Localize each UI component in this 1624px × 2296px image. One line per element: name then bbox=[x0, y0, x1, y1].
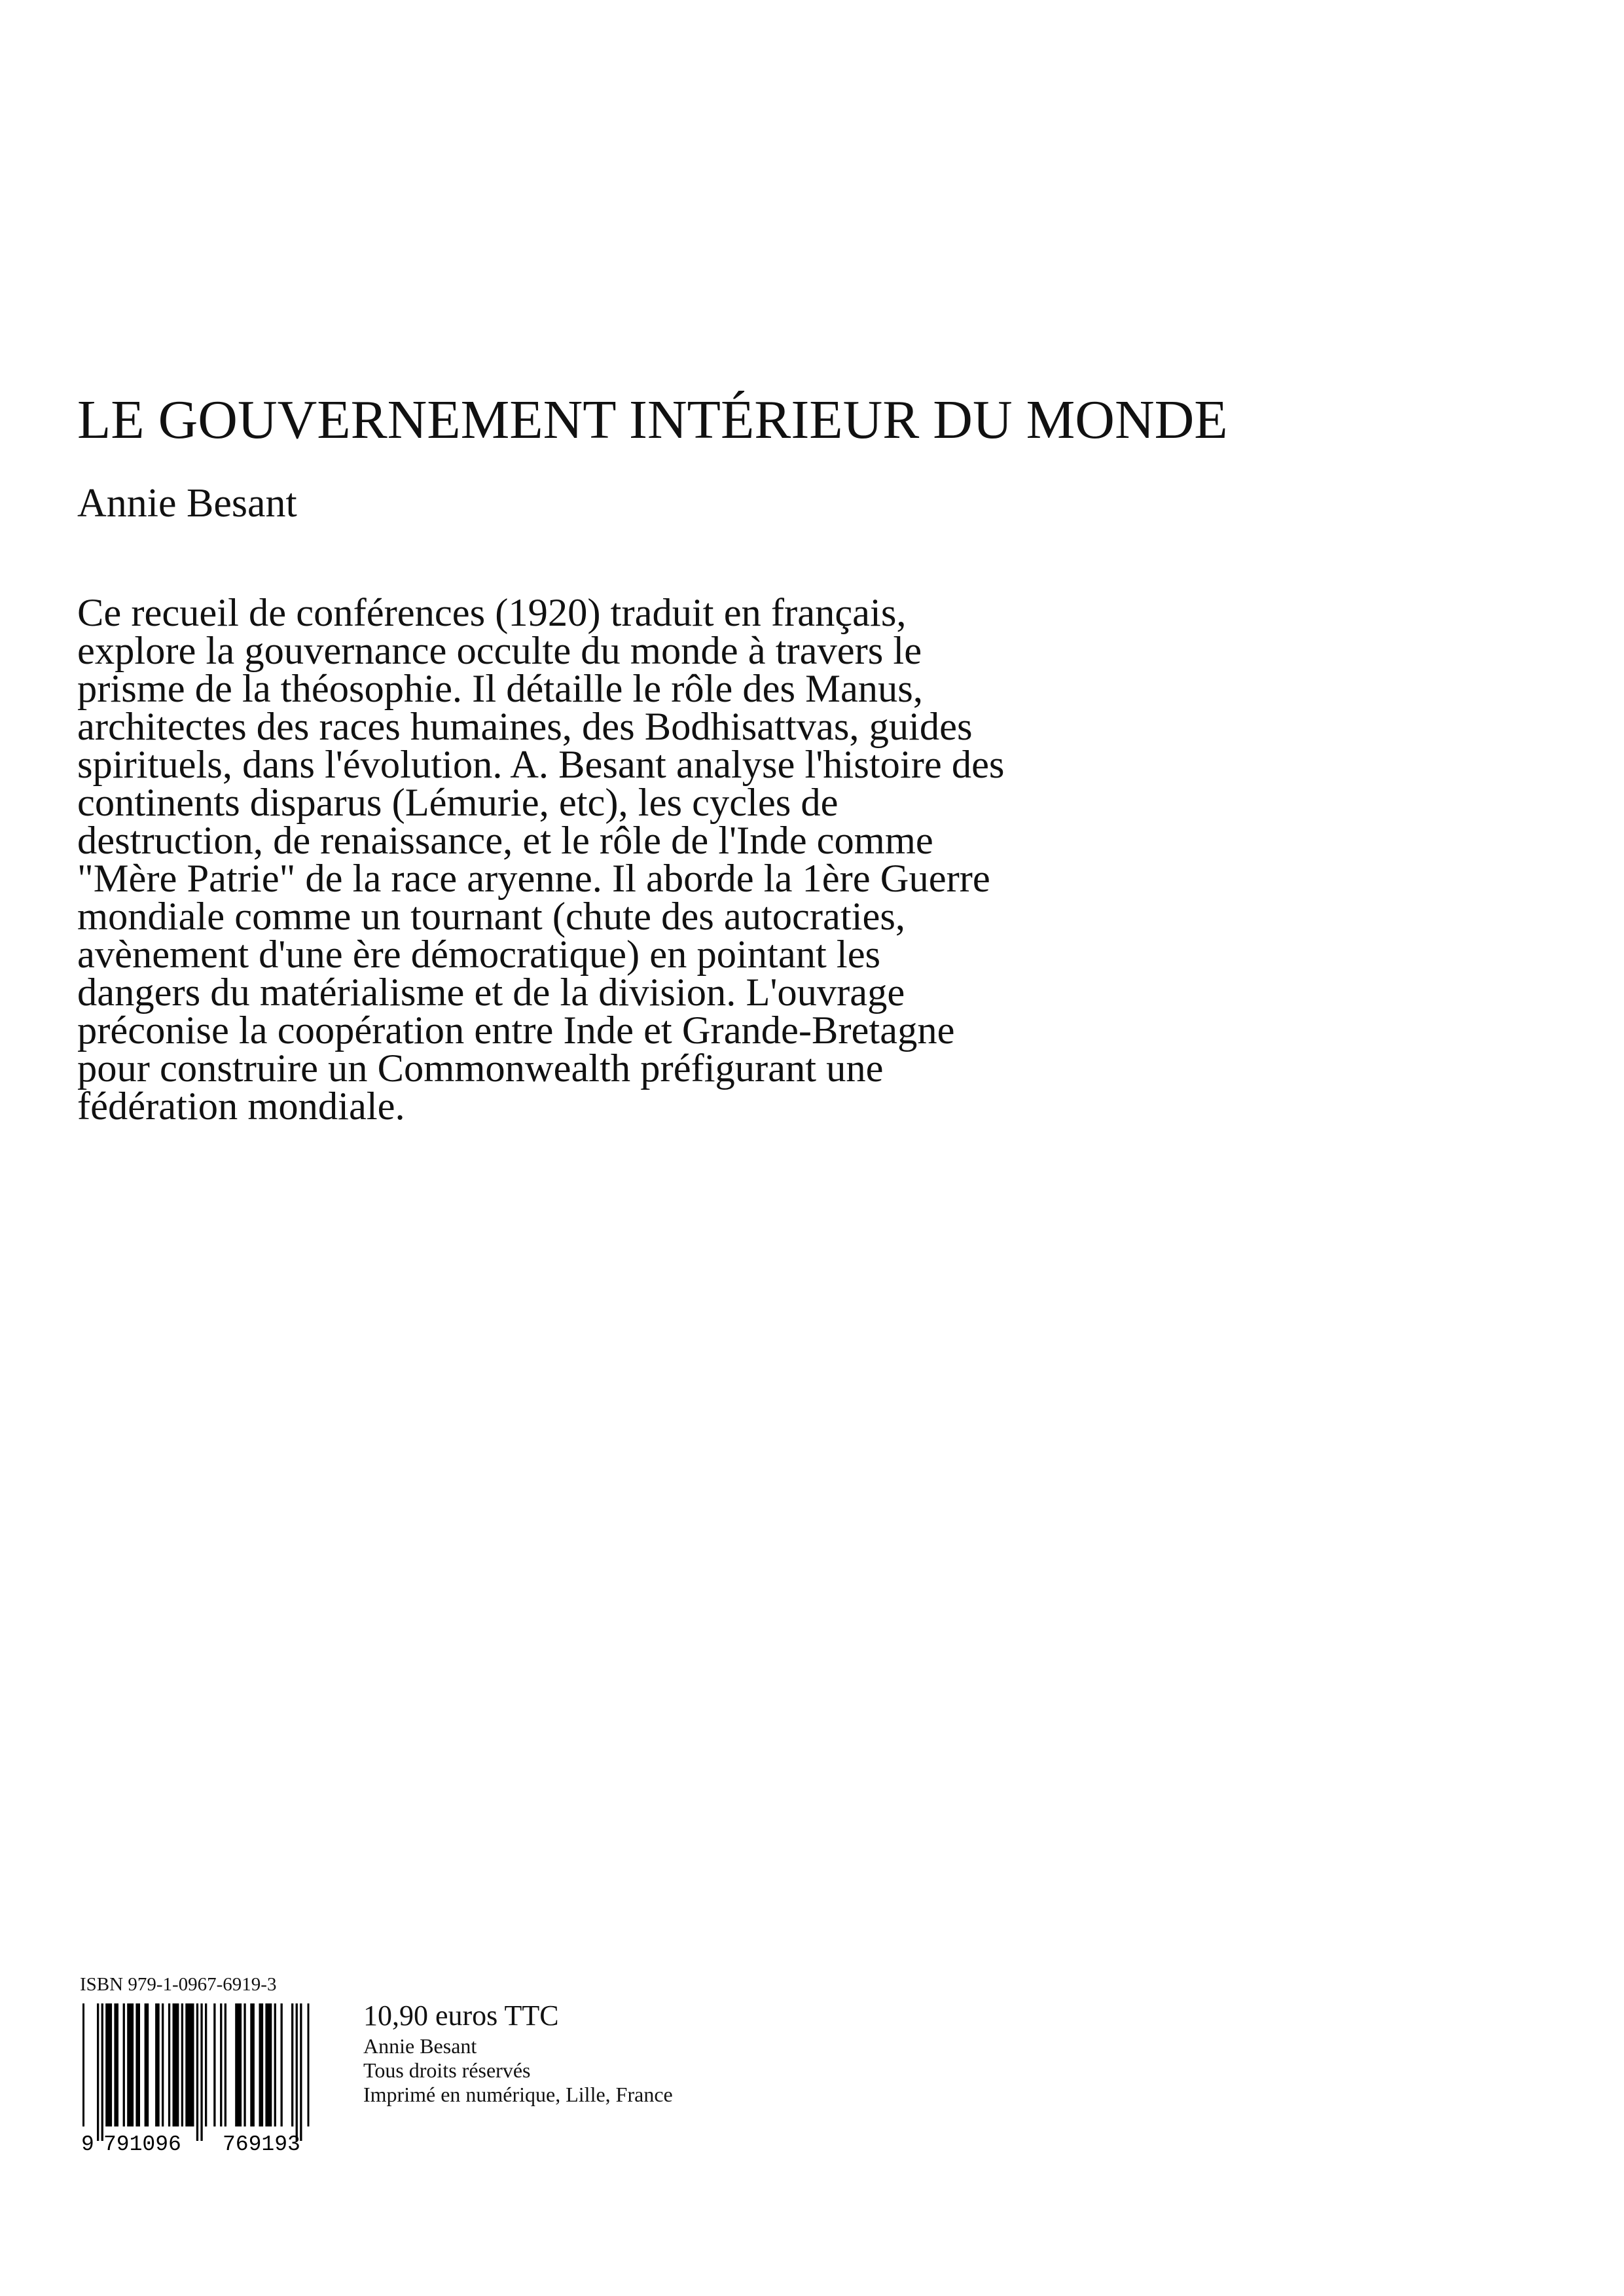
barcode-bar bbox=[127, 2003, 134, 2126]
barcode-bar bbox=[168, 2003, 170, 2126]
barcode-bar bbox=[205, 2003, 207, 2126]
description-line: avènement d'une ère démocratique) en pointant les bbox=[77, 933, 881, 977]
description-line: prisme de la théosophie. Il détaille le rôle des Manus, bbox=[77, 667, 923, 711]
description-line: explore la gouvernance occulte du monde à travers le bbox=[77, 629, 922, 673]
description-line: fédération mondiale. bbox=[77, 1085, 405, 1128]
barcode-bar bbox=[105, 2003, 112, 2126]
description-line: mondiale comme un tournant (chute des autocraties, bbox=[77, 895, 906, 939]
book-title: LE GOUVERNEMENT INTÉRIEUR DU MONDE bbox=[77, 389, 1228, 450]
description-line: Ce recueil de conférences (1920) traduit en français, bbox=[77, 591, 907, 635]
barcode-block bbox=[77, 1975, 333, 2154]
barcode-bar bbox=[265, 2003, 272, 2126]
price: 10,90 euros TTC bbox=[363, 2000, 559, 2032]
barcode-bar bbox=[185, 2003, 194, 2126]
barcode-bar bbox=[155, 2003, 160, 2126]
imprint-rights: Tous droits réservés bbox=[363, 2058, 531, 2083]
barcode-bar bbox=[213, 2003, 215, 2126]
barcode-bar bbox=[291, 2003, 293, 2126]
barcode-quiet-zone-mark bbox=[82, 2003, 84, 2126]
barcode-guard-bar bbox=[196, 2003, 198, 2141]
barcode-guard-bar bbox=[200, 2003, 202, 2141]
barcode-bar bbox=[145, 2003, 149, 2126]
barcode-bar bbox=[259, 2003, 264, 2126]
barcode-bar bbox=[173, 2003, 179, 2126]
description-line: continents disparus (Lémurie, etc), les cycles de bbox=[77, 781, 839, 825]
barcode-bar bbox=[225, 2003, 226, 2126]
barcode-bar bbox=[135, 2003, 140, 2126]
barcode-bar bbox=[244, 2003, 245, 2126]
barcode-right-digits: 769193 bbox=[223, 2132, 300, 2154]
barcode-bar bbox=[114, 2003, 118, 2126]
imprint-author: Annie Besant bbox=[363, 2034, 477, 2058]
barcode-quiet-zone-mark bbox=[308, 2003, 310, 2126]
barcode-bar bbox=[123, 2003, 125, 2126]
barcode-guard-bar bbox=[296, 2003, 298, 2141]
imprint-printed: Imprimé en numérique, Lille, France bbox=[363, 2083, 673, 2107]
description-line: pour construire un Commonwealth préfigurant une bbox=[77, 1047, 884, 1090]
description-line: préconise la coopération entre Inde et Grande-Bretagne bbox=[77, 1009, 955, 1052]
barcode-bar bbox=[235, 2003, 242, 2126]
description-line: architectes des races humaines, des Bodhisattvas, guides bbox=[77, 705, 973, 749]
barcode-bars bbox=[82, 2003, 310, 2141]
barcode-guard-bar bbox=[101, 2003, 103, 2141]
barcode-image bbox=[77, 2002, 333, 2154]
barcode-bar bbox=[181, 2003, 183, 2126]
barcode-bar bbox=[281, 2003, 283, 2126]
barcode-guard-bar bbox=[300, 2003, 302, 2141]
isbn-label: ISBN 979-1-0967-6919-3 bbox=[80, 1974, 277, 1995]
book-author: Annie Besant bbox=[77, 481, 297, 526]
barcode-first-digit: 9 bbox=[81, 2132, 94, 2154]
barcode-bar bbox=[274, 2003, 276, 2126]
description-line: dangers du matérialisme et de la division. L'ouvrage bbox=[77, 971, 905, 1014]
barcode-bar bbox=[162, 2003, 164, 2126]
barcode-left-digits: 791096 bbox=[103, 2132, 181, 2154]
book-description bbox=[77, 591, 1314, 1128]
barcode-bar bbox=[220, 2003, 222, 2126]
barcode-guard-bar bbox=[97, 2003, 99, 2141]
barcode-bar bbox=[250, 2003, 255, 2126]
description-line: "Mère Patrie" de la race aryenne. Il aborde la 1ère Guerre bbox=[77, 857, 990, 901]
description-line: destruction, de renaissance, et le rôle de l'Inde comme bbox=[77, 819, 933, 863]
description-line: spirituels, dans l'évolution. A. Besant analyse l'histoire des bbox=[77, 743, 1005, 787]
imprint-block bbox=[363, 2000, 673, 2107]
